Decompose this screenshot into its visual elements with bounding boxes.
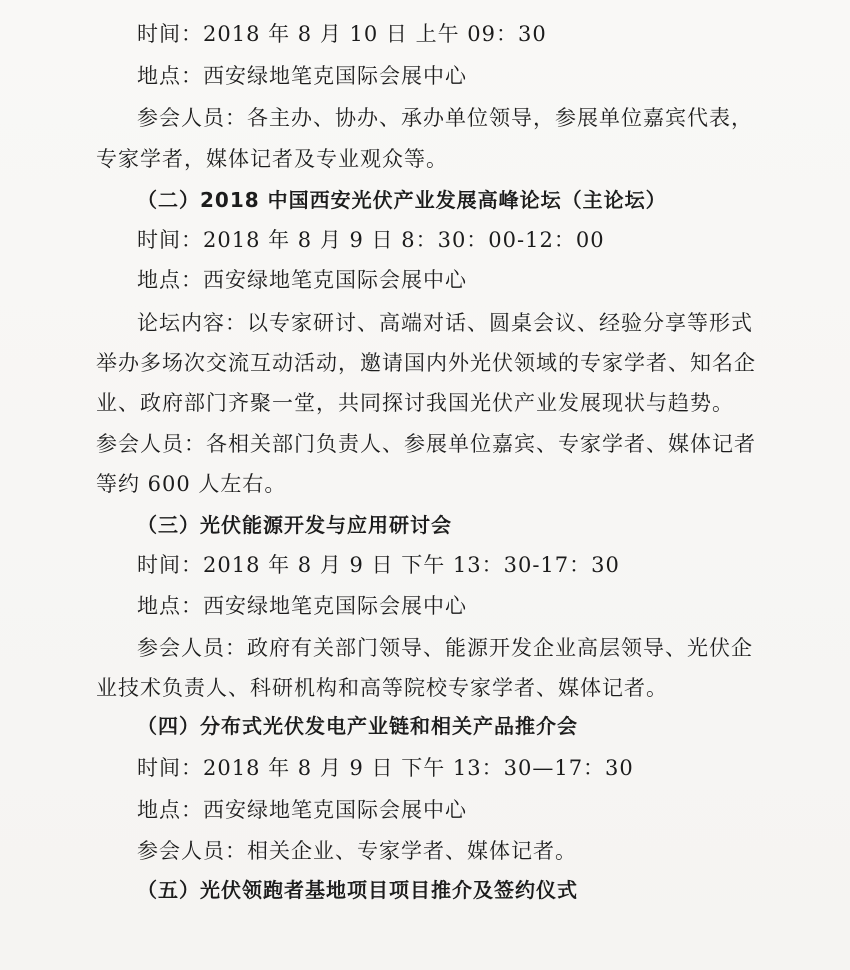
section-heading-3: （三）光伏能源开发与应用研讨会 (137, 513, 452, 537)
event3-attendees-cont: 业技术负责人、科研机构和高等院校专家学者、媒体记者。 (96, 676, 668, 700)
event2-content: 论坛内容：以专家研讨、高端对话、圆桌会议、经验分享等形式 (137, 311, 753, 335)
event2-venue: 地点：西安绿地笔克国际会展中心 (137, 268, 467, 292)
event2-content-cont-1: 举办多场次交流互动活动，邀请国内外光伏领域的专家学者、知名企 (96, 351, 756, 375)
event4-attendees: 参会人员：相关企业、专家学者、媒体记者。 (137, 839, 577, 863)
event1-venue: 地点：西安绿地笔克国际会展中心 (137, 64, 467, 88)
section-heading-4: （四）分布式光伏发电产业链和相关产品推介会 (137, 714, 578, 738)
event3-time: 时间：2018 年 8 月 9 日 下午 13：30-17：30 (137, 553, 620, 577)
event2-time: 时间：2018 年 8 月 9 日 8：30：00-12：00 (137, 228, 605, 252)
event2-content-cont-2: 业、政府部门齐聚一堂，共同探讨我国光伏产业发展现状与趋势。 (96, 391, 734, 415)
event1-attendees: 参会人员：各主办、协办、承办单位领导，参展单位嘉宾代表， (137, 106, 753, 130)
event4-venue: 地点：西安绿地笔克国际会展中心 (137, 798, 467, 822)
event1-time: 时间：2018 年 8 月 10 日 上午 09：30 (137, 22, 547, 46)
section-heading-5: （五）光伏领跑者基地项目项目推介及签约仪式 (137, 878, 578, 902)
event2-attendees: 参会人员：各相关部门负责人、参展单位嘉宾、专家学者、媒体记者 (96, 432, 756, 456)
event3-venue: 地点：西安绿地笔克国际会展中心 (137, 594, 467, 618)
event4-time: 时间：2018 年 8 月 9 日 下午 13：30—17：30 (137, 756, 634, 780)
event2-attendees-cont: 等约 600 人左右。 (96, 472, 287, 496)
section-heading-2: （二）2018 中国西安光伏产业发展高峰论坛（主论坛） (137, 188, 667, 212)
event1-attendees-cont: 专家学者，媒体记者及专业观众等。 (96, 147, 448, 171)
event3-attendees: 参会人员：政府有关部门领导、能源开发企业高层领导、光伏企 (137, 636, 753, 660)
